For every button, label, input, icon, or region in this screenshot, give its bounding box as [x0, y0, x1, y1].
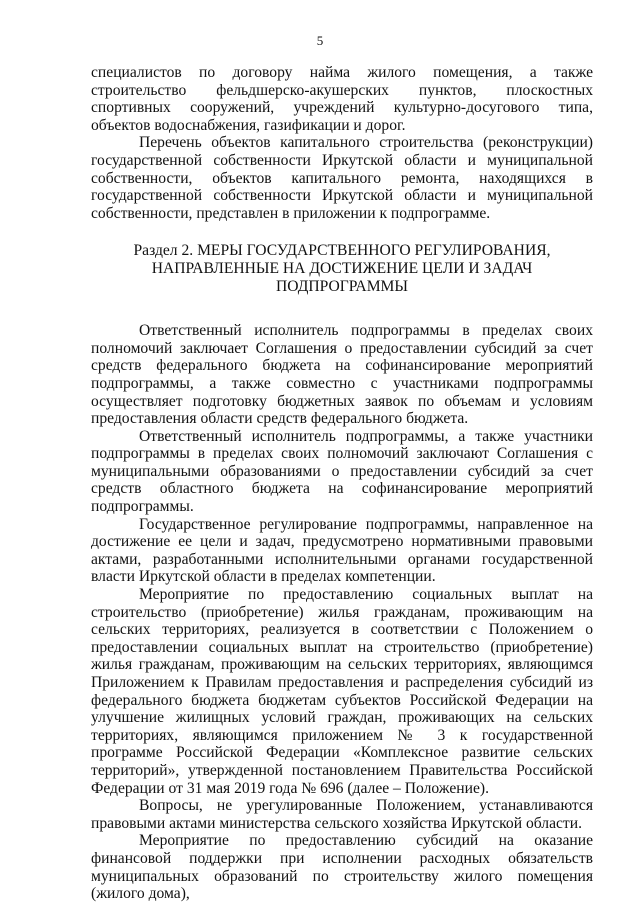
- paragraph: Перечень объектов капитального строительства (реконструкции) государственной собственности Иркутской области и муниципальной собственности, объектов капитального ремонта, находящихся в государственной собственности Иркутской области и муниципальной собственности, представлен в приложении к подпрограмме.: [91, 134, 593, 222]
- paragraph: Государственное регулирование подпрограммы, направленное на достижение ее цели и задач, предусмотрено нормативными правовыми актами, разработанными исполнительными органами государственной власти Иркутской области в пределах компетенции.: [91, 515, 593, 586]
- paragraph: Вопросы, не урегулированные Положением, устанавливаются правовыми актами министерства сельского хозяйства Иркутской области.: [91, 797, 593, 832]
- document-body: [91, 64, 593, 903]
- section-heading-line: ПОДПРОГРАММЫ: [275, 277, 409, 295]
- section-heading-line: Раздел 2. МЕРЫ ГОСУДАРСТВЕННОГО РЕГУЛИРОВАНИЯ,: [133, 242, 551, 260]
- paragraph: Мероприятие по предоставлению субсидий на оказание финансовой поддержки при исполнении расходных обязательств муниципальных образований по строительству жилого помещения (жилого дома),: [91, 832, 593, 903]
- section-heading: [91, 242, 593, 295]
- section-heading-line: НАПРАВЛЕННЫЕ НА ДОСТИЖЕНИЕ ЦЕЛИ И ЗАДАЧ: [151, 259, 533, 277]
- page-number: 5: [316, 33, 324, 48]
- paragraph: специалистов по договору найма жилого помещения, а также строительство фельдшерско-акушерских пунктов, плоскостных спортивных сооружений, учреждений культурно-досугового типа, объектов водоснабжения, газификации и дорог.: [91, 64, 593, 134]
- paragraph: Мероприятие по предоставлению социальных выплат на строительство (приобретение) жилья гражданам, проживающим на сельских территориях, реализуется в соответствии с Положением о предоставлении социальных выплат на строительство (приобретение) жилья гражданам, проживающим на сельских территориях, являющимся Приложением к Правилам предоставления и распределения субсидий из федерального бюджета бюджетам субъектов Российской Федерации на улучшение жилищных условий граждан, проживающих на сельских территориях, являющимся приложением № 3 к государственной программе Российской Федерации «Комплексное развитие сельских территорий», утвержденной постановлением Правительства Российской Федерации от 31 мая 2019 года № 696 (далее – Положение).: [91, 586, 593, 797]
- paragraph: Ответственный исполнитель подпрограммы в пределах своих полномочий заключает Соглашения о предоставлении субсидий за счет средств федерального бюджета на софинансирование мероприятий подпрограммы, а также совместно с участниками подпрограммы осуществляет подготовку бюджетных заявок по объемам и условиям предоставления области средств федерального бюджета.: [91, 322, 593, 428]
- paragraph: Ответственный исполнитель подпрограммы, а также участники подпрограммы в пределах своих полномочий заключают Соглашения с муниципальными образованиями о предоставлении субсидий за счет средств областного бюджета на софинансирование мероприятий подпрограммы.: [91, 427, 593, 516]
